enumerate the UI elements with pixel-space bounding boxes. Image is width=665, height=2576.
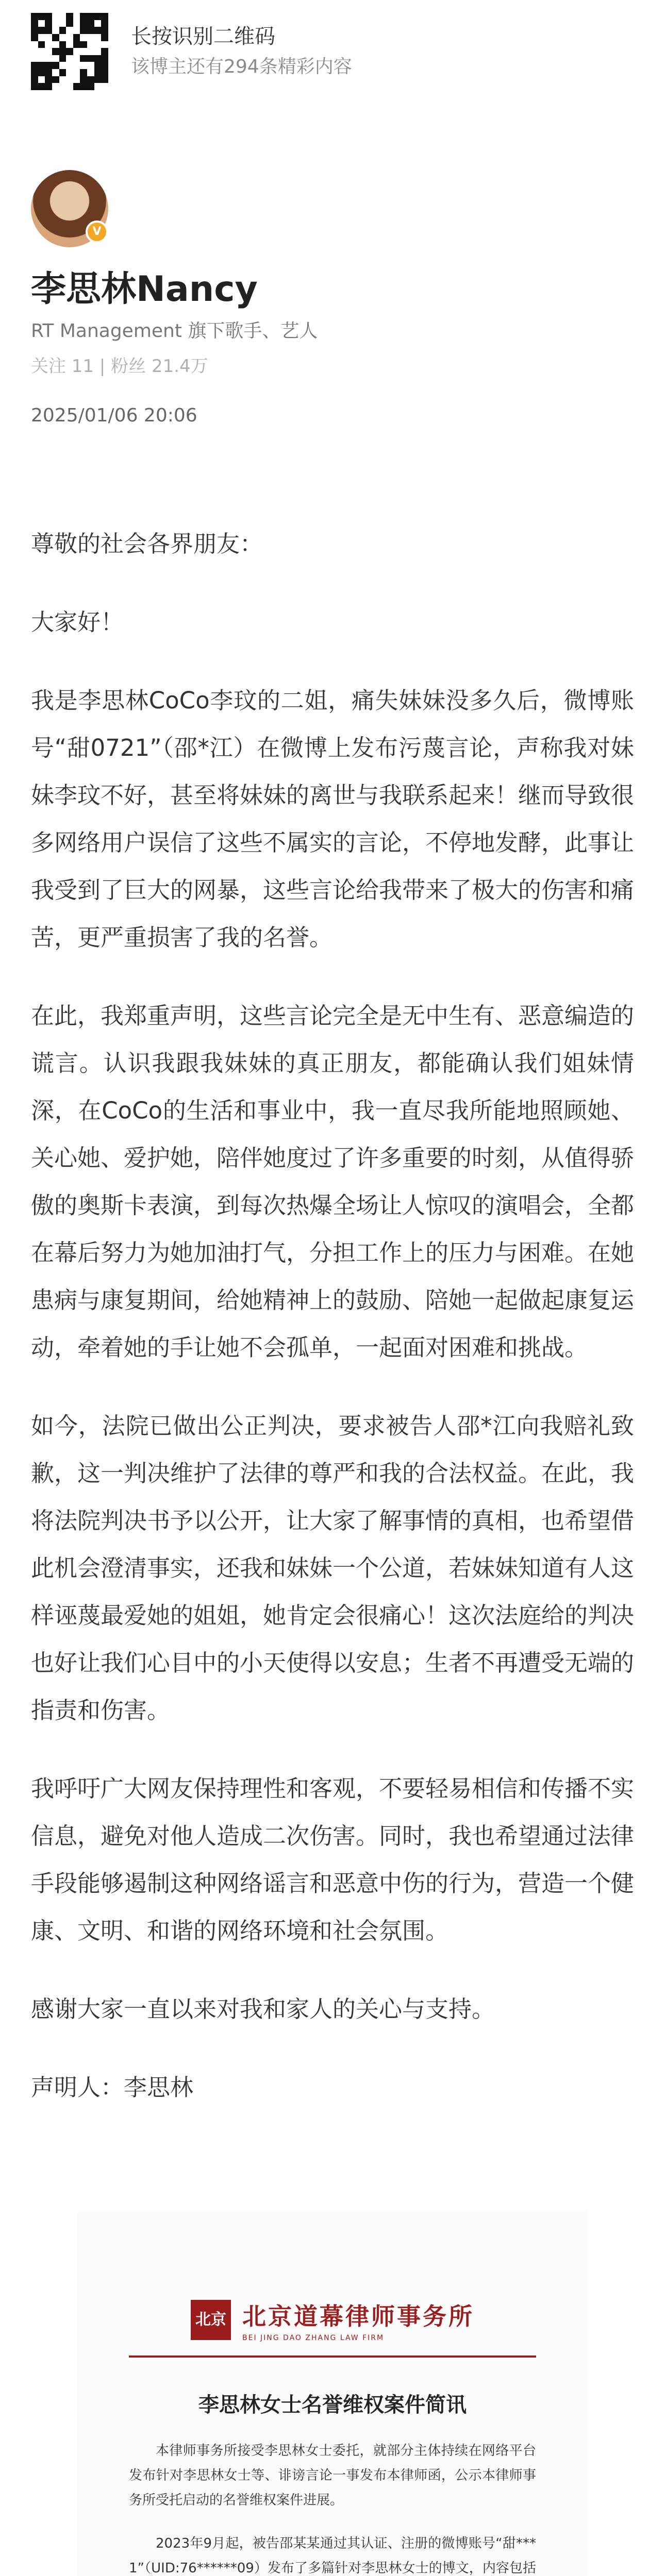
doc-divider bbox=[129, 2355, 536, 2358]
profile-section bbox=[31, 170, 634, 429]
post-paragraph: 声明人：李思林 bbox=[31, 2074, 194, 2101]
banner-title: 长按识别二维码 bbox=[131, 25, 275, 48]
law-firm-logo-icon: 北京 bbox=[191, 2300, 231, 2340]
post-paragraph: 尊敬的社会各界朋友： bbox=[31, 530, 263, 557]
doc-body bbox=[77, 2418, 588, 2576]
post-paragraph: 在此，我郑重声明，这些言论完全是无中生有、恶意编造的谎言。认识我跟我妹妹的真正朋友，都能确认我们姐妹情深，在CoCo的生活和事业中，我一直尽我所能地照顾她、关心她、爱护她，陪伴她度过了许多重要的时刻，从值得骄傲的奥斯卡表演，到每次热爆全场让人惊叹的演唱会，全都在幕后努力为她加油打气，分担工作上的压力与困难。在她患病与康复期间，给她精神上的鼓励、陪她一起做起康复运动，牵着她的手让她不会孤单，一起面对困难和挑战。 bbox=[31, 1002, 635, 1361]
profile-description: RT Management 旗下歌手、艺人 bbox=[31, 320, 318, 342]
avatar[interactable] bbox=[31, 170, 108, 247]
post-body bbox=[31, 520, 634, 2142]
doc-firm-cn: 北京道幕律师事务所 bbox=[242, 2302, 474, 2330]
post-paragraph: 我呼吁广大网友保持理性和客观，不要轻易相信和传播不实信息，避免对他人造成二次伤害。同时，我也希望通过法律手段能够遏制这种网络谣言和恶意中伤的行为，营造一个健康、文明、和谐的网络环境和社会氛围。 bbox=[31, 1775, 635, 1944]
doc-letterhead bbox=[77, 2210, 588, 2342]
post-paragraph: 我是李思林CoCo李玟的二姐，痛失妹妹没多久后，微博账号“甜0721”（邵*江）在微博上发布污蔑言论，声称我对妹妹李玟不好，甚至将妹妹的离世与我联系起来！继而导致很多网络用户误信了这些不属实的言论，不停地发酵，此事让我受到了巨大的网暴，这些言论给我带来了极大的伤害和痛苦，更严重损害了我的名誉。 bbox=[31, 687, 635, 951]
post-date: 2025/01/06 20:06 bbox=[31, 405, 197, 426]
post-paragraph: 大家好！ bbox=[31, 608, 124, 636]
doc-firm-name bbox=[242, 2298, 474, 2342]
doc-paragraph: 2023年9月起，被告邵某某通过其认证、注册的微博账号“甜***1”（UID:76******09）发布了多篇针对李思林女士的博文，内容包括 bbox=[129, 2536, 536, 2576]
doc-firm-en: BEI JING DAO ZHANG LAW FIRM bbox=[242, 2334, 385, 2342]
top-qr-banner[interactable] bbox=[0, 0, 665, 103]
attached-document-image[interactable] bbox=[77, 2210, 588, 2576]
verified-icon: V bbox=[86, 221, 108, 243]
post-paragraph: 如今，法院已做出公正判决，要求被告人邵*江向我赔礼致歉，这一判决维护了法律的尊严和我的合法权益。在此，我将法院判决书予以公开，让大家了解事情的真相，也希望借此机会澄清事实，还我和妹妹一个公道，若妹妹知道有人这样诬蔑最爱她的姐姐，她肯定会很痛心！这次法庭给的判决也好让我们心目中的小天使得以安息；生者不再遭受无端的指责和伤害。 bbox=[31, 1412, 635, 1724]
banner-subtitle: 该博主还有294条精彩内容 bbox=[131, 56, 352, 77]
doc-title: 李思林女士名誉维权案件简讯 bbox=[198, 2393, 467, 2417]
profile-stats: 关注 11 | 粉丝 21.4万 bbox=[31, 356, 208, 377]
banner-text bbox=[131, 22, 352, 81]
post-paragraph: 感谢大家一直以来对我和家人的关心与支持。 bbox=[31, 1995, 495, 2023]
doc-paragraph: 本律师事务所接受李思林女士委托，就部分主体持续在网络平台发布针对李思林女士等、诽谤言论一事发布本律师函，公示本律师事务所受托启动的名誉维权案件进展。 bbox=[129, 2443, 536, 2508]
profile-name[interactable]: 李思林Nancy bbox=[31, 269, 258, 310]
qr-code-icon[interactable] bbox=[31, 13, 108, 90]
